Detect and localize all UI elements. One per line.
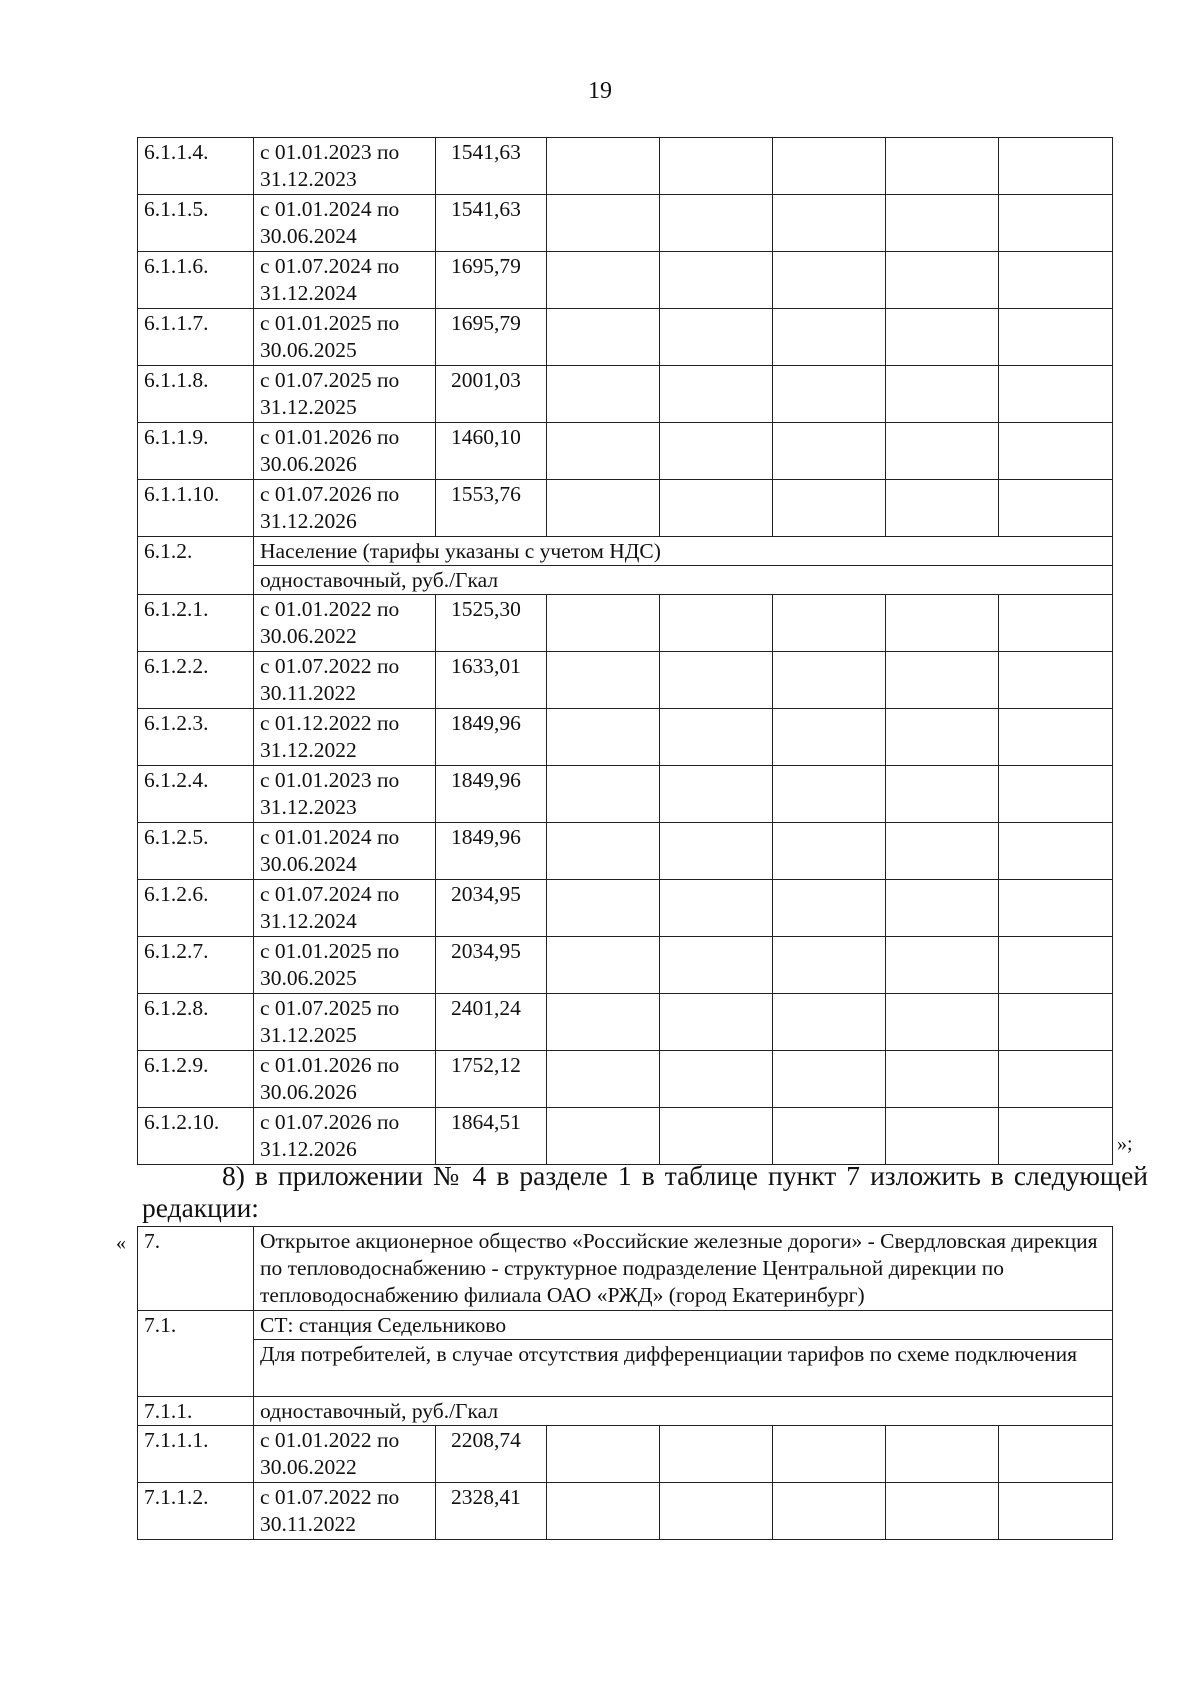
period-cell: с 01.01.2025 по 30.06.2025 xyxy=(254,309,436,366)
period-cell: с 01.01.2022 по 30.06.2022 xyxy=(254,595,436,652)
tariff-value: 1752,12 xyxy=(436,1051,547,1108)
empty-cell xyxy=(886,1483,999,1540)
period-cell: с 01.07.2022 по 30.11.2022 xyxy=(254,652,436,709)
empty-cell xyxy=(999,1051,1113,1108)
empty-cell xyxy=(773,423,886,480)
empty-cell xyxy=(547,309,660,366)
empty-cell xyxy=(773,309,886,366)
empty-cell xyxy=(886,423,999,480)
empty-cell xyxy=(547,652,660,709)
empty-cell xyxy=(999,823,1113,880)
empty-cell xyxy=(773,480,886,537)
row-number: 6.1.2.1. xyxy=(138,595,254,652)
period-cell: с 01.01.2024 по 30.06.2024 xyxy=(254,823,436,880)
empty-cell xyxy=(773,195,886,252)
empty-cell xyxy=(773,880,886,937)
period-cell: с 01.01.2026 по 30.06.2026 xyxy=(254,423,436,480)
empty-cell xyxy=(773,994,886,1051)
empty-cell xyxy=(999,766,1113,823)
empty-cell xyxy=(886,766,999,823)
empty-cell xyxy=(660,823,773,880)
row-number: 6.1.2.9. xyxy=(138,1051,254,1108)
page-number: 19 xyxy=(588,78,612,104)
empty-cell xyxy=(999,880,1113,937)
tariff-value: 1525,30 xyxy=(436,595,547,652)
tariff-value: 1849,96 xyxy=(436,766,547,823)
row-number: 6.1.2.8. xyxy=(138,994,254,1051)
table-row xyxy=(138,1108,1113,1165)
empty-cell xyxy=(660,252,773,309)
empty-cell xyxy=(886,366,999,423)
empty-cell xyxy=(886,652,999,709)
period-cell: с 01.01.2024 по 30.06.2024 xyxy=(254,195,436,252)
tariff-value: 1460,10 xyxy=(436,423,547,480)
empty-cell xyxy=(773,937,886,994)
opening-quote: « xyxy=(116,1232,126,1254)
empty-cell xyxy=(999,366,1113,423)
empty-cell xyxy=(773,709,886,766)
item-number: 7. xyxy=(138,1227,254,1311)
section-title: Население (тарифы указаны с учетом НДС) xyxy=(254,537,1113,566)
period-cell: с 01.07.2026 по 31.12.2026 xyxy=(254,480,436,537)
empty-cell xyxy=(660,595,773,652)
table-row xyxy=(138,709,1113,766)
empty-cell xyxy=(886,994,999,1051)
empty-cell xyxy=(660,652,773,709)
tariff-value: 1553,76 xyxy=(436,480,547,537)
row-number: 6.1.1.10. xyxy=(138,480,254,537)
table-row xyxy=(138,366,1113,423)
row-number: 7.1.1.2. xyxy=(138,1483,254,1540)
empty-cell xyxy=(547,595,660,652)
period-cell: с 01.07.2022 по 30.11.2022 xyxy=(254,1483,436,1540)
table-row xyxy=(138,1426,1113,1483)
empty-cell xyxy=(660,880,773,937)
rate-number: 7.1.1. xyxy=(138,1397,254,1426)
amendment-text: 8) в приложении № 4 в разделе 1 в таблице пункт 7 изложить в следующей редакции: xyxy=(142,1160,1148,1223)
empty-cell xyxy=(547,823,660,880)
tariff-value: 1849,96 xyxy=(436,823,547,880)
table-row xyxy=(138,252,1113,309)
table-row xyxy=(138,595,1113,652)
empty-cell xyxy=(773,595,886,652)
section-subtitle: одноставочный, руб./Гкал xyxy=(254,566,1113,595)
empty-cell xyxy=(547,880,660,937)
table-row xyxy=(138,1051,1113,1108)
empty-cell xyxy=(886,1108,999,1165)
sub-number: 7.1. xyxy=(138,1311,254,1397)
table-row xyxy=(138,423,1113,480)
empty-cell xyxy=(773,138,886,195)
table-row xyxy=(138,480,1113,537)
item-title: Открытое акционерное общество «Российские железные дороги» - Свердловская дирекция по тепловодоснабжению - структурное подразделение Центральной дирекции по тепловодоснабжению филиала ОАО «РЖД» (город Екатеринбург) xyxy=(254,1227,1113,1311)
tariff-value: 1864,51 xyxy=(436,1108,547,1165)
empty-cell xyxy=(547,994,660,1051)
empty-cell xyxy=(999,195,1113,252)
table-row xyxy=(138,823,1113,880)
empty-cell xyxy=(886,937,999,994)
empty-cell xyxy=(660,309,773,366)
row-number: 7.1.1.1. xyxy=(138,1426,254,1483)
empty-cell xyxy=(886,1426,999,1483)
empty-cell xyxy=(999,423,1113,480)
empty-cell xyxy=(547,709,660,766)
empty-cell xyxy=(886,309,999,366)
empty-cell xyxy=(547,480,660,537)
section-number: 6.1.2. xyxy=(138,537,254,595)
empty-cell xyxy=(773,766,886,823)
empty-cell xyxy=(660,423,773,480)
consumers-note: Для потребителей, в случае отсутствия дифференциации тарифов по схеме подключения xyxy=(254,1340,1113,1397)
row-number: 6.1.1.9. xyxy=(138,423,254,480)
empty-cell xyxy=(547,366,660,423)
tariff-value: 1849,96 xyxy=(436,709,547,766)
empty-cell xyxy=(660,766,773,823)
empty-cell xyxy=(999,595,1113,652)
empty-cell xyxy=(886,595,999,652)
empty-cell xyxy=(660,366,773,423)
tariff-value: 1695,79 xyxy=(436,309,547,366)
period-cell: с 01.12.2022 по 31.12.2022 xyxy=(254,709,436,766)
empty-cell xyxy=(886,195,999,252)
empty-cell xyxy=(547,423,660,480)
period-cell: с 01.01.2022 по 30.06.2022 xyxy=(254,1426,436,1483)
row-number: 6.1.2.5. xyxy=(138,823,254,880)
row-number: 6.1.2.10. xyxy=(138,1108,254,1165)
table-row xyxy=(138,937,1113,994)
empty-cell xyxy=(547,195,660,252)
empty-cell xyxy=(547,937,660,994)
empty-cell xyxy=(886,823,999,880)
tariff-value: 2001,03 xyxy=(436,366,547,423)
empty-cell xyxy=(773,1108,886,1165)
table-row xyxy=(138,138,1113,195)
empty-cell xyxy=(660,138,773,195)
tariff-table-rzd xyxy=(137,1226,1113,1540)
empty-cell xyxy=(886,880,999,937)
empty-cell xyxy=(660,1483,773,1540)
row-number: 6.1.1.7. xyxy=(138,309,254,366)
table-row xyxy=(138,766,1113,823)
empty-cell xyxy=(547,138,660,195)
empty-cell xyxy=(773,1426,886,1483)
tariff-value: 2034,95 xyxy=(436,937,547,994)
row-number: 6.1.1.8. xyxy=(138,366,254,423)
period-cell: с 01.07.2025 по 31.12.2025 xyxy=(254,366,436,423)
empty-cell xyxy=(660,480,773,537)
table-row xyxy=(138,994,1113,1051)
sub-title: СТ: станция Седельниково xyxy=(254,1311,1113,1340)
empty-cell xyxy=(886,252,999,309)
empty-cell xyxy=(547,1108,660,1165)
period-cell: с 01.01.2023 по 31.12.2023 xyxy=(254,766,436,823)
empty-cell xyxy=(999,1108,1113,1165)
table-row xyxy=(138,309,1113,366)
table-row xyxy=(138,880,1113,937)
row-number: 6.1.2.2. xyxy=(138,652,254,709)
amendment-paragraph xyxy=(142,1160,1148,1224)
row-number: 6.1.2.7. xyxy=(138,937,254,994)
row-number: 6.1.2.3. xyxy=(138,709,254,766)
tariff-value: 1695,79 xyxy=(436,252,547,309)
empty-cell xyxy=(999,709,1113,766)
empty-cell xyxy=(660,195,773,252)
empty-cell xyxy=(886,1051,999,1108)
tariff-value: 1541,63 xyxy=(436,138,547,195)
period-cell: с 01.07.2026 по 31.12.2026 xyxy=(254,1108,436,1165)
empty-cell xyxy=(886,138,999,195)
empty-cell xyxy=(660,937,773,994)
row-number: 6.1.1.4. xyxy=(138,138,254,195)
empty-cell xyxy=(999,309,1113,366)
empty-cell xyxy=(773,1483,886,1540)
empty-cell xyxy=(999,1483,1113,1540)
empty-cell xyxy=(999,652,1113,709)
empty-cell xyxy=(773,1051,886,1108)
period-cell: с 01.07.2024 по 31.12.2024 xyxy=(254,252,436,309)
period-cell: с 01.01.2023 по 31.12.2023 xyxy=(254,138,436,195)
tariff-value: 2208,74 xyxy=(436,1426,547,1483)
empty-cell xyxy=(773,252,886,309)
row-number: 6.1.1.6. xyxy=(138,252,254,309)
empty-cell xyxy=(547,1483,660,1540)
period-cell: с 01.07.2024 по 31.12.2024 xyxy=(254,880,436,937)
empty-cell xyxy=(660,1426,773,1483)
period-cell: с 01.01.2026 по 30.06.2026 xyxy=(254,1051,436,1108)
empty-cell xyxy=(999,1426,1113,1483)
empty-cell xyxy=(660,709,773,766)
row-number: 6.1.2.6. xyxy=(138,880,254,937)
tariff-value: 1541,63 xyxy=(436,195,547,252)
tariff-value: 2034,95 xyxy=(436,880,547,937)
empty-cell xyxy=(547,1051,660,1108)
tariff-value: 2328,41 xyxy=(436,1483,547,1540)
empty-cell xyxy=(547,766,660,823)
empty-cell xyxy=(773,823,886,880)
rate-title: одноставочный, руб./Гкал xyxy=(254,1397,1113,1426)
empty-cell xyxy=(886,480,999,537)
empty-cell xyxy=(547,252,660,309)
tariff-table-heat xyxy=(137,137,1113,1165)
table-row xyxy=(138,1483,1113,1540)
empty-cell xyxy=(773,366,886,423)
empty-cell xyxy=(660,1108,773,1165)
table-row xyxy=(138,195,1113,252)
empty-cell xyxy=(886,709,999,766)
period-cell: с 01.01.2025 по 30.06.2025 xyxy=(254,937,436,994)
tariff-value: 1633,01 xyxy=(436,652,547,709)
empty-cell xyxy=(999,252,1113,309)
row-number: 6.1.1.5. xyxy=(138,195,254,252)
empty-cell xyxy=(999,937,1113,994)
tariff-value: 2401,24 xyxy=(436,994,547,1051)
row-number: 6.1.2.4. xyxy=(138,766,254,823)
empty-cell xyxy=(999,994,1113,1051)
empty-cell xyxy=(660,994,773,1051)
closing-quote: »; xyxy=(1117,1133,1133,1155)
empty-cell xyxy=(660,1051,773,1108)
empty-cell xyxy=(547,1426,660,1483)
table-row xyxy=(138,652,1113,709)
empty-cell xyxy=(773,652,886,709)
empty-cell xyxy=(999,138,1113,195)
empty-cell xyxy=(999,480,1113,537)
period-cell: с 01.07.2025 по 31.12.2025 xyxy=(254,994,436,1051)
